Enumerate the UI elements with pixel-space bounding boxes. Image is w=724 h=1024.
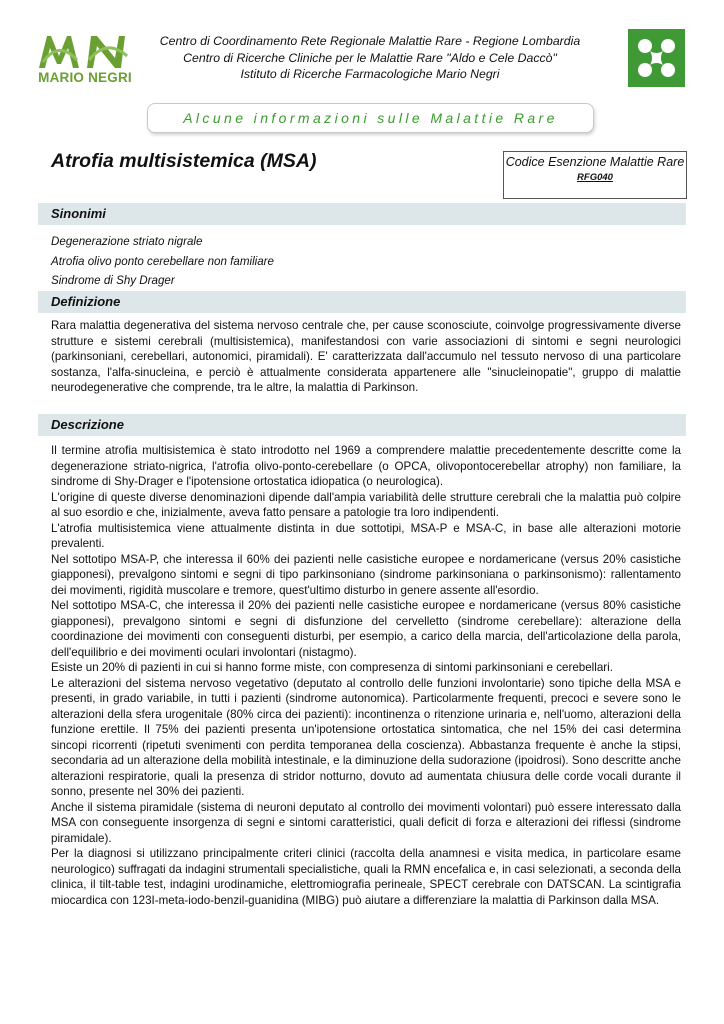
description-paragraph: Il termine atrofia multisistemica è stato introdotto nel 1969 a comprendere malattie precedentemente descritte come la degenerazione striato-nigrica, l'atrofia olivo-ponto-cerebellare (o OPCA, olivopontocerebellar atrophy) non familiare, la sindrome di Shy-Drager e l'ipotensione ortostatica idiopatica (o neurologica). <box>51 444 681 488</box>
mario-negri-logo <box>37 30 133 86</box>
section-header-sinonimi <box>38 203 686 225</box>
description-text <box>51 443 681 908</box>
synonym-item: Sindrome di Shy Drager <box>51 274 175 287</box>
logo-text: MARIO NEGRI <box>38 70 132 85</box>
definition-paragraph: Rara malattia degenerativa del sistema nervoso centrale che, per cause sconosciute, coinvolge progressivamente diverse strutture e sistemi cerebrali (multisistemica), manifestandosi con varie associazioni di sintomi e segni neurologici (parkinsoniani, cerebellari, autonomici, piramidali). E' caratterizzata dall'accumulo nel tessuto nervoso di una particolare sostanza, l'alfa-sinucleina, e perciò è attualmente considerata appartenere alle "sinucleinopatie", gruppo di malattie neurodegenerative che comprende, tra le altre, la malattia di Parkinson. <box>51 319 681 394</box>
rosa-camuna-icon <box>628 29 685 87</box>
section-heading: Descrizione <box>51 417 124 432</box>
exemption-code-value: RFG040 <box>577 172 613 183</box>
synonym-item: Degenerazione striato nigrale <box>51 235 203 248</box>
section-header-descrizione <box>38 414 686 436</box>
banner-text: Alcune informazioni sulle Malattie Rare <box>183 110 558 126</box>
section-heading: Sinonimi <box>51 206 106 221</box>
description-paragraph: L'origine di queste diverse denominazioni dipende dall'ampia variabilità delle strutture cerebrali che la malattia può colpire al suo esordio e che, inizialmente, aveva fatto pensare a patologie tra loro indipendenti. <box>51 490 681 519</box>
description-paragraph: Nel sottotipo MSA-C, che interessa il 20% dei pazienti nelle casistiche europee e nordamericane (versus 80% casistiche giapponesi), prevalgono sintomi e segni di disfunzione del cervelletto (sindrome cerebellare): alterazione della coordinazione dei movimenti con conseguenti disturbi, per esempio, a carico della marcia, dell'articolazione della parola, dell'equilibrio e dei movimenti oculari involontari (nistagmo). <box>51 599 681 659</box>
description-paragraph: Le alterazioni del sistema nervoso vegetativo (deputato al controllo delle funzioni involontarie) sono tipiche della MSA e presenti, in grado variabile, in tutti i pazienti (sindrome autonomica). Particolarmente frequenti, precoci e severe sono le alterazioni della sfera urogenitale (80% circa dei pazienti): incontinenza o ritenzione urinaria e, nell'uomo, alterazioni della funzione erettile. Il 75% dei pazienti presenta un'ipotensione ortostatica sintomatica, che nel 15% dei casi determina sincopi ricorrenti (ripetuti svenimenti con perdita temporanea della coscienza). Abbastanza frequente è anche la stipsi, secondaria ad un alterazione della mobilità intestinale, e la diminuzione della sudorazione (ipoidrosi). Sono descritte anche alterazioni respiratorie, quali la presenza di stridor notturno, dovuto ad aumentata chiusura delle corde vocali durante il sonno, presente nel 30% dei pazienti. <box>51 676 681 798</box>
description-paragraph: Anche il sistema piramidale (sistema di neuroni deputato al controllo dei movimenti volontari) può essere interessato dalla MSA con conseguente insorgenza di segni e sintomi caratteristici, quali deficit di forza e alterazioni dei riflessi (sindrome piramidale). <box>51 800 681 845</box>
info-banner <box>147 103 594 133</box>
definition-text <box>51 318 681 396</box>
exemption-code-box <box>503 151 687 199</box>
regione-lombardia-logo <box>628 29 685 87</box>
description-paragraph: L'atrofia multisistemica viene attualmente distinta in due sottotipi, MSA-P e MSA-C, in base alle alterazioni motorie prevalenti. <box>51 521 681 550</box>
synonym-item: Atrofia olivo ponto cerebellare non familiare <box>51 254 274 268</box>
synonym-list <box>51 232 274 291</box>
description-paragraph: Nel sottotipo MSA-P, che interessa il 60% dei pazienti nelle casistiche europee e nordamericane (versus 20% casistiche giapponesi), prevalgono sintomi e segni di tipo parkinsoniano (sindrome parkinsoniana o parkinsonismo): rallentamento dei movimenti, rigidità muscolare e tremore, quest'ultimo disturbo in genere assente all'esordio. <box>51 552 681 597</box>
header-line: Centro di Coordinamento Rete Regionale Malattie Rare - Regione Lombardia <box>159 34 581 48</box>
header-line: Centro di Ricerche Cliniche per le Malattie Rare "Aldo e Cele Daccò" <box>183 50 557 65</box>
section-heading: Definizione <box>51 294 121 309</box>
header-institutions <box>150 33 590 83</box>
section-header-definizione <box>38 291 686 313</box>
description-paragraph: Per la diagnosi si utilizzano principalmente criteri clinici (raccolta della anamnesi e visita medica, in particolare esame neurologico) suffragati da indagini strumentali specialistiche, quali la RMN encefalica e, in casi selezionati, a seconda della clinica, il tilt-table test, indagini urodinamiche, elettromiografia perineale, SPECT cerebrale con DATSCAN. La scintigrafia miocardica con 123I-meta-iodo-benzil-guanidina (MIBG) può aiutare a differenziare la malattia di Parkinson dalla MSA. <box>51 847 681 907</box>
exemption-code-label: Codice Esenzione Malattie Rare <box>505 155 685 169</box>
mn-logo-icon <box>37 30 133 70</box>
description-paragraph: Esiste un 20% di pazienti in cui si hanno forme miste, con compresenza di sintomi parkinsoniani e cerebellari. <box>51 661 613 674</box>
header-line: Istituto di Ricerche Farmacologiche Mario Negri <box>240 67 500 81</box>
page-title: Atrofia multisistemica (MSA) <box>51 150 317 172</box>
